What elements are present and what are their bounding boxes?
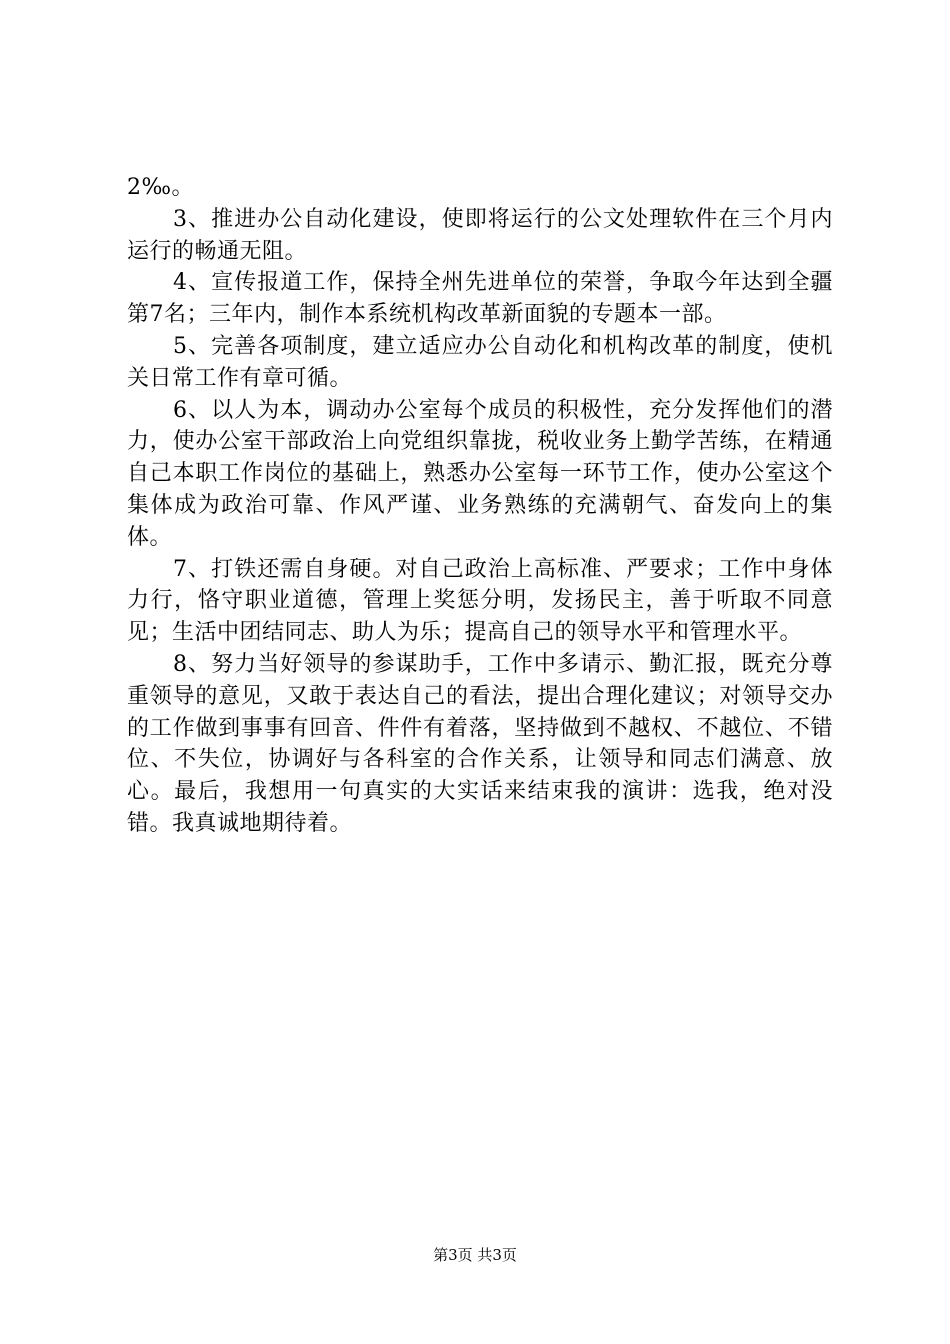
paragraph-item-7: 7、打铁还需自身硬。对自己政治上高标准、严要求；工作中身体力行，恪守职业道德，管理上奖惩分明，发扬民主，善于听取不同意见；生活中团结同志、助人为乐；提高自己的领导水平和管理水平。 (127, 556, 833, 646)
paragraph-item-6: 6、以人为本，调动办公室每个成员的积极性，充分发挥他们的潜力，使办公室干部政治上向党组织靠拢，税收业务上勤学苦练，在精通自己本职工作岗位的基础上，熟悉办公室每一环节工作，使办公室这个集体成为政治可靠、作风严谨、业务熟练的充满朝气、奋发向上的集体。 (127, 397, 833, 550)
page-number-label: 第3页 共3页 (433, 1246, 517, 1264)
paragraph-item-5: 5、完善各项制度，建立适应办公自动化和机构改革的制度，使机关日常工作有章可循。 (127, 333, 833, 391)
paragraph-item-3: 3、推进办公自动化建设，使即将运行的公文处理软件在三个月内运行的畅通无阻。 (127, 206, 833, 264)
paragraph-continuation: 2‰。 (127, 175, 195, 200)
page-footer (0, 1245, 950, 1265)
document-body (127, 172, 833, 840)
paragraph-item-8: 8、努力当好领导的参谋助手，工作中多请示、勤汇报，既充分尊重领导的意见，又敢于表达自己的看法，提出合理化建议；对领导交办的工作做到事事有回音、件件有着落，坚持做到不越权、不越位、不错位、不失位，协调好与各科室的合作关系，让领导和同志们满意、放心。最后，我想用一句真实的大实话来结束我的演讲：选我，绝对没错。我真诚地期待着。 (127, 651, 833, 836)
paragraph-item-4: 4、宣传报道工作，保持全州先进单位的荣誉，争取今年达到全疆第7名；三年内，制作本系统机构改革新面貌的专题本一部。 (127, 270, 833, 328)
